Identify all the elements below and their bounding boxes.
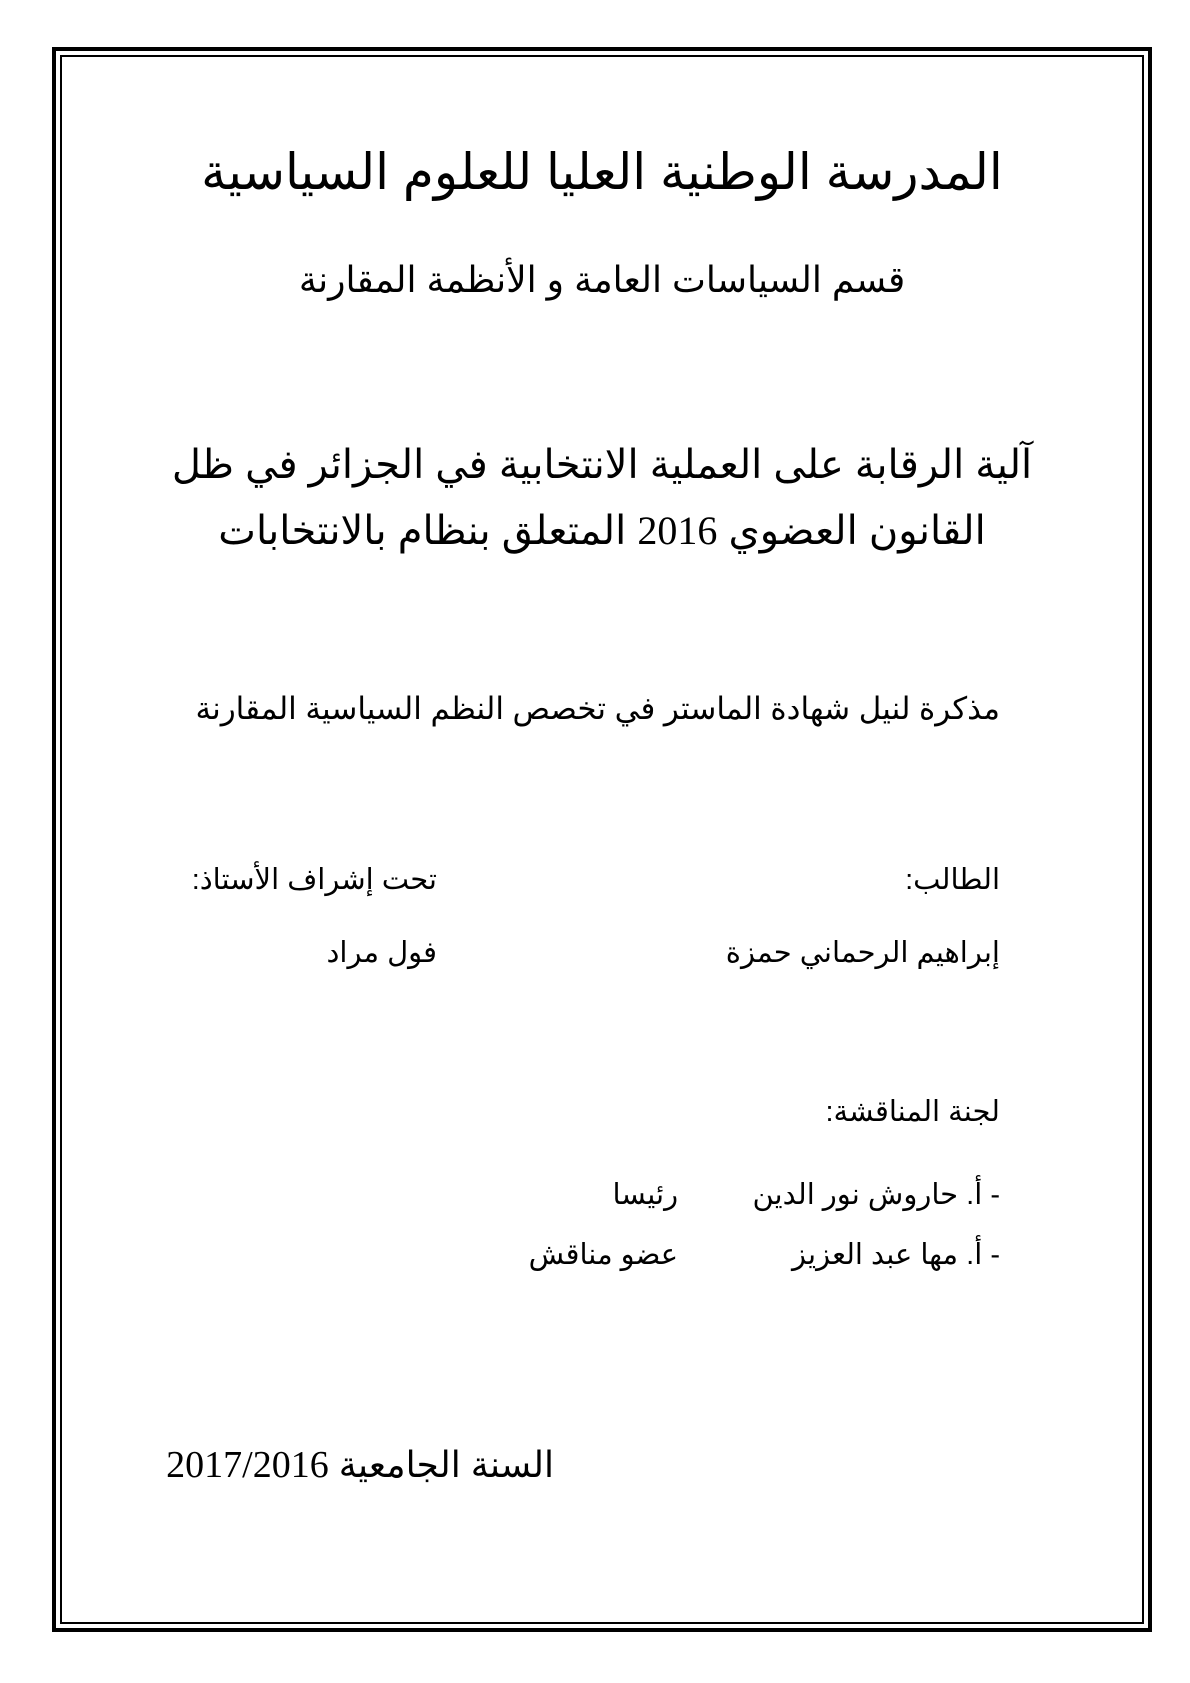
student-name: إبراهيم الرحماني حمزة (725, 937, 1000, 969)
department-name: قسم السياسات العامة و الأنظمة المقارنة (298, 259, 906, 300)
academic-year-value: 2017/2016 (166, 1444, 329, 1486)
committee-member-prefix: - أ. (966, 1179, 1000, 1211)
committee-member-role: عضو مناقش (528, 1239, 679, 1271)
committee-member (529, 1237, 1000, 1273)
supervisor-name: فول مراد (326, 937, 437, 969)
committee-member (613, 1177, 1000, 1213)
thesis-title-law: القانون العضوي (728, 509, 986, 553)
school-name: المدرسة الوطنية العليا للعلوم السياسية (201, 144, 1003, 200)
thesis-title-subject: المتعلق بنظام بالانتخابات (218, 509, 627, 553)
degree-statement: مذكرة لنيل شهادة الماستر في تخصص النظم السياسية المقارنة (195, 691, 1000, 726)
academic-year (166, 1443, 554, 1487)
committee-member-role: رئيسا (612, 1179, 679, 1211)
supervisor-label: تحت إشراف الأستاذ: (191, 864, 437, 896)
thesis-title-line-1: آلية الرقابة على العملية الانتخابية في الجزائر في ظل (171, 443, 1033, 487)
student-label: الطالب: (905, 864, 1000, 896)
academic-year-label: السنة الجامعية (338, 1444, 554, 1485)
committee-member-prefix: - أ. (966, 1239, 1000, 1271)
committee-label: لجنة المناقشة: (825, 1096, 1000, 1128)
thesis-title-line-2 (60, 506, 1144, 556)
committee-member-name: حاروش نور الدين (752, 1179, 959, 1211)
thesis-title-year: 2016 (637, 508, 718, 553)
committee-member-name: مها عبد العزيز (792, 1239, 959, 1271)
